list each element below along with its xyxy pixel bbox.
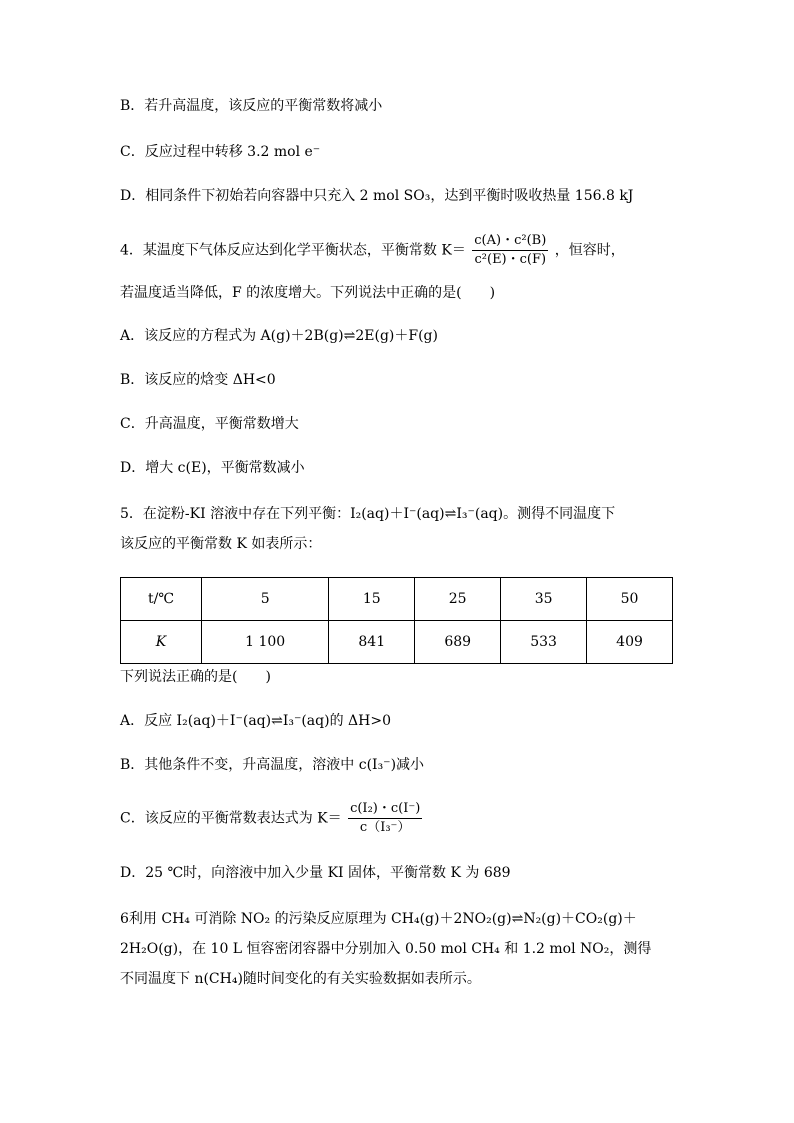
table-cell: 533 [501,621,587,664]
question-6-stem: 6利用 CH₄ 可消除 NO₂ 的污染反应原理为 CH₄(g)＋2NO₂(g)⇌N₂(g)＋CO₂(g)＋ [120,911,637,927]
q4-stem-text: 4．某温度下气体反应达到化学平衡状态，平衡常数 K＝ [120,242,466,259]
table-row [121,621,673,664]
fraction-denominator: c（I₃⁻） [359,820,411,835]
table-cell: 35 [501,578,587,621]
q4-option-c: C．升高温度，平衡常数增大 [120,416,299,432]
fraction-numerator: c(I₂)・c(I⁻) [348,800,422,819]
question-6-stem-cont2: 不同温度下 n(CH₄)随时间变化的有关实验数据如表所示。 [120,971,481,987]
option-c-text: C．反应过程中转移 3.2 mol e⁻ [120,144,321,160]
table-cell: K [121,621,202,664]
option-b-text: B．若升高温度，该反应的平衡常数将减小 [120,98,383,114]
equilibrium-constant-fraction [472,232,548,269]
table-cell: 50 [587,578,673,621]
q5-option-c [120,800,424,837]
equilibrium-constant-table [120,577,673,664]
q4-stem-after: ，恒容时， [554,242,625,259]
q5-option-b: B．其他条件不变，升高温度，溶液中 c(I₃⁻)减小 [120,757,425,773]
q5-option-a: A．反应 I₂(aq)＋I⁻(aq)⇌I₃⁻(aq)的 ΔH>0 [120,713,391,729]
question-5-stem: 5．在淀粉-KI 溶液中存在下列平衡：I₂(aq)＋I⁻(aq)⇌I₃⁻(aq)。测得不同温度下 [120,506,616,522]
table-cell: 15 [329,578,415,621]
q5-option-d: D．25 ℃时，向溶液中加入少量 KI 固体，平衡常数 K 为 689 [120,865,511,881]
q4-option-b: B．该反应的焓变 ΔH<0 [120,372,276,388]
table-cell: 25 [415,578,501,621]
table-cell: 1 100 [202,621,329,664]
fraction-numerator: c(A)・c²(B) [472,232,548,251]
table-row [121,578,673,621]
question-4-stem-cont: 若温度适当降低，F 的浓度增大。下列说法中正确的是( ) [120,285,496,301]
table-cell: 5 [202,578,329,621]
question-6-stem-cont: 2H₂O(g)，在 10 L 恒容密闭容器中分别加入 0.50 mol CH₄ 和 1.2 mol NO₂，测得 [120,941,652,957]
option-d-text: D．相同条件下初始若向容器中只充入 2 mol SO₃，达到平衡时吸收热量 156.8 kJ [120,188,634,204]
table-cell: 841 [329,621,415,664]
table-cell: 689 [415,621,501,664]
q5-constant-fraction [348,800,422,837]
q5-option-c-text: C．该反应的平衡常数表达式为 K＝ [120,810,342,827]
table-cell: 409 [587,621,673,664]
fraction-denominator: c²(E)・c(F) [474,252,547,267]
question-5-stem-cont: 该反应的平衡常数 K 如表所示： [120,536,322,552]
q4-option-a: A．该反应的方程式为 A(g)＋2B(g)⇌2E(g)＋F(g) [120,328,438,344]
q4-option-d: D．增大 c(E)，平衡常数减小 [120,460,305,476]
question-4-stem [120,232,625,269]
table-cell: t/℃ [121,578,202,621]
q5-prompt: 下列说法正确的是( ) [120,669,271,685]
